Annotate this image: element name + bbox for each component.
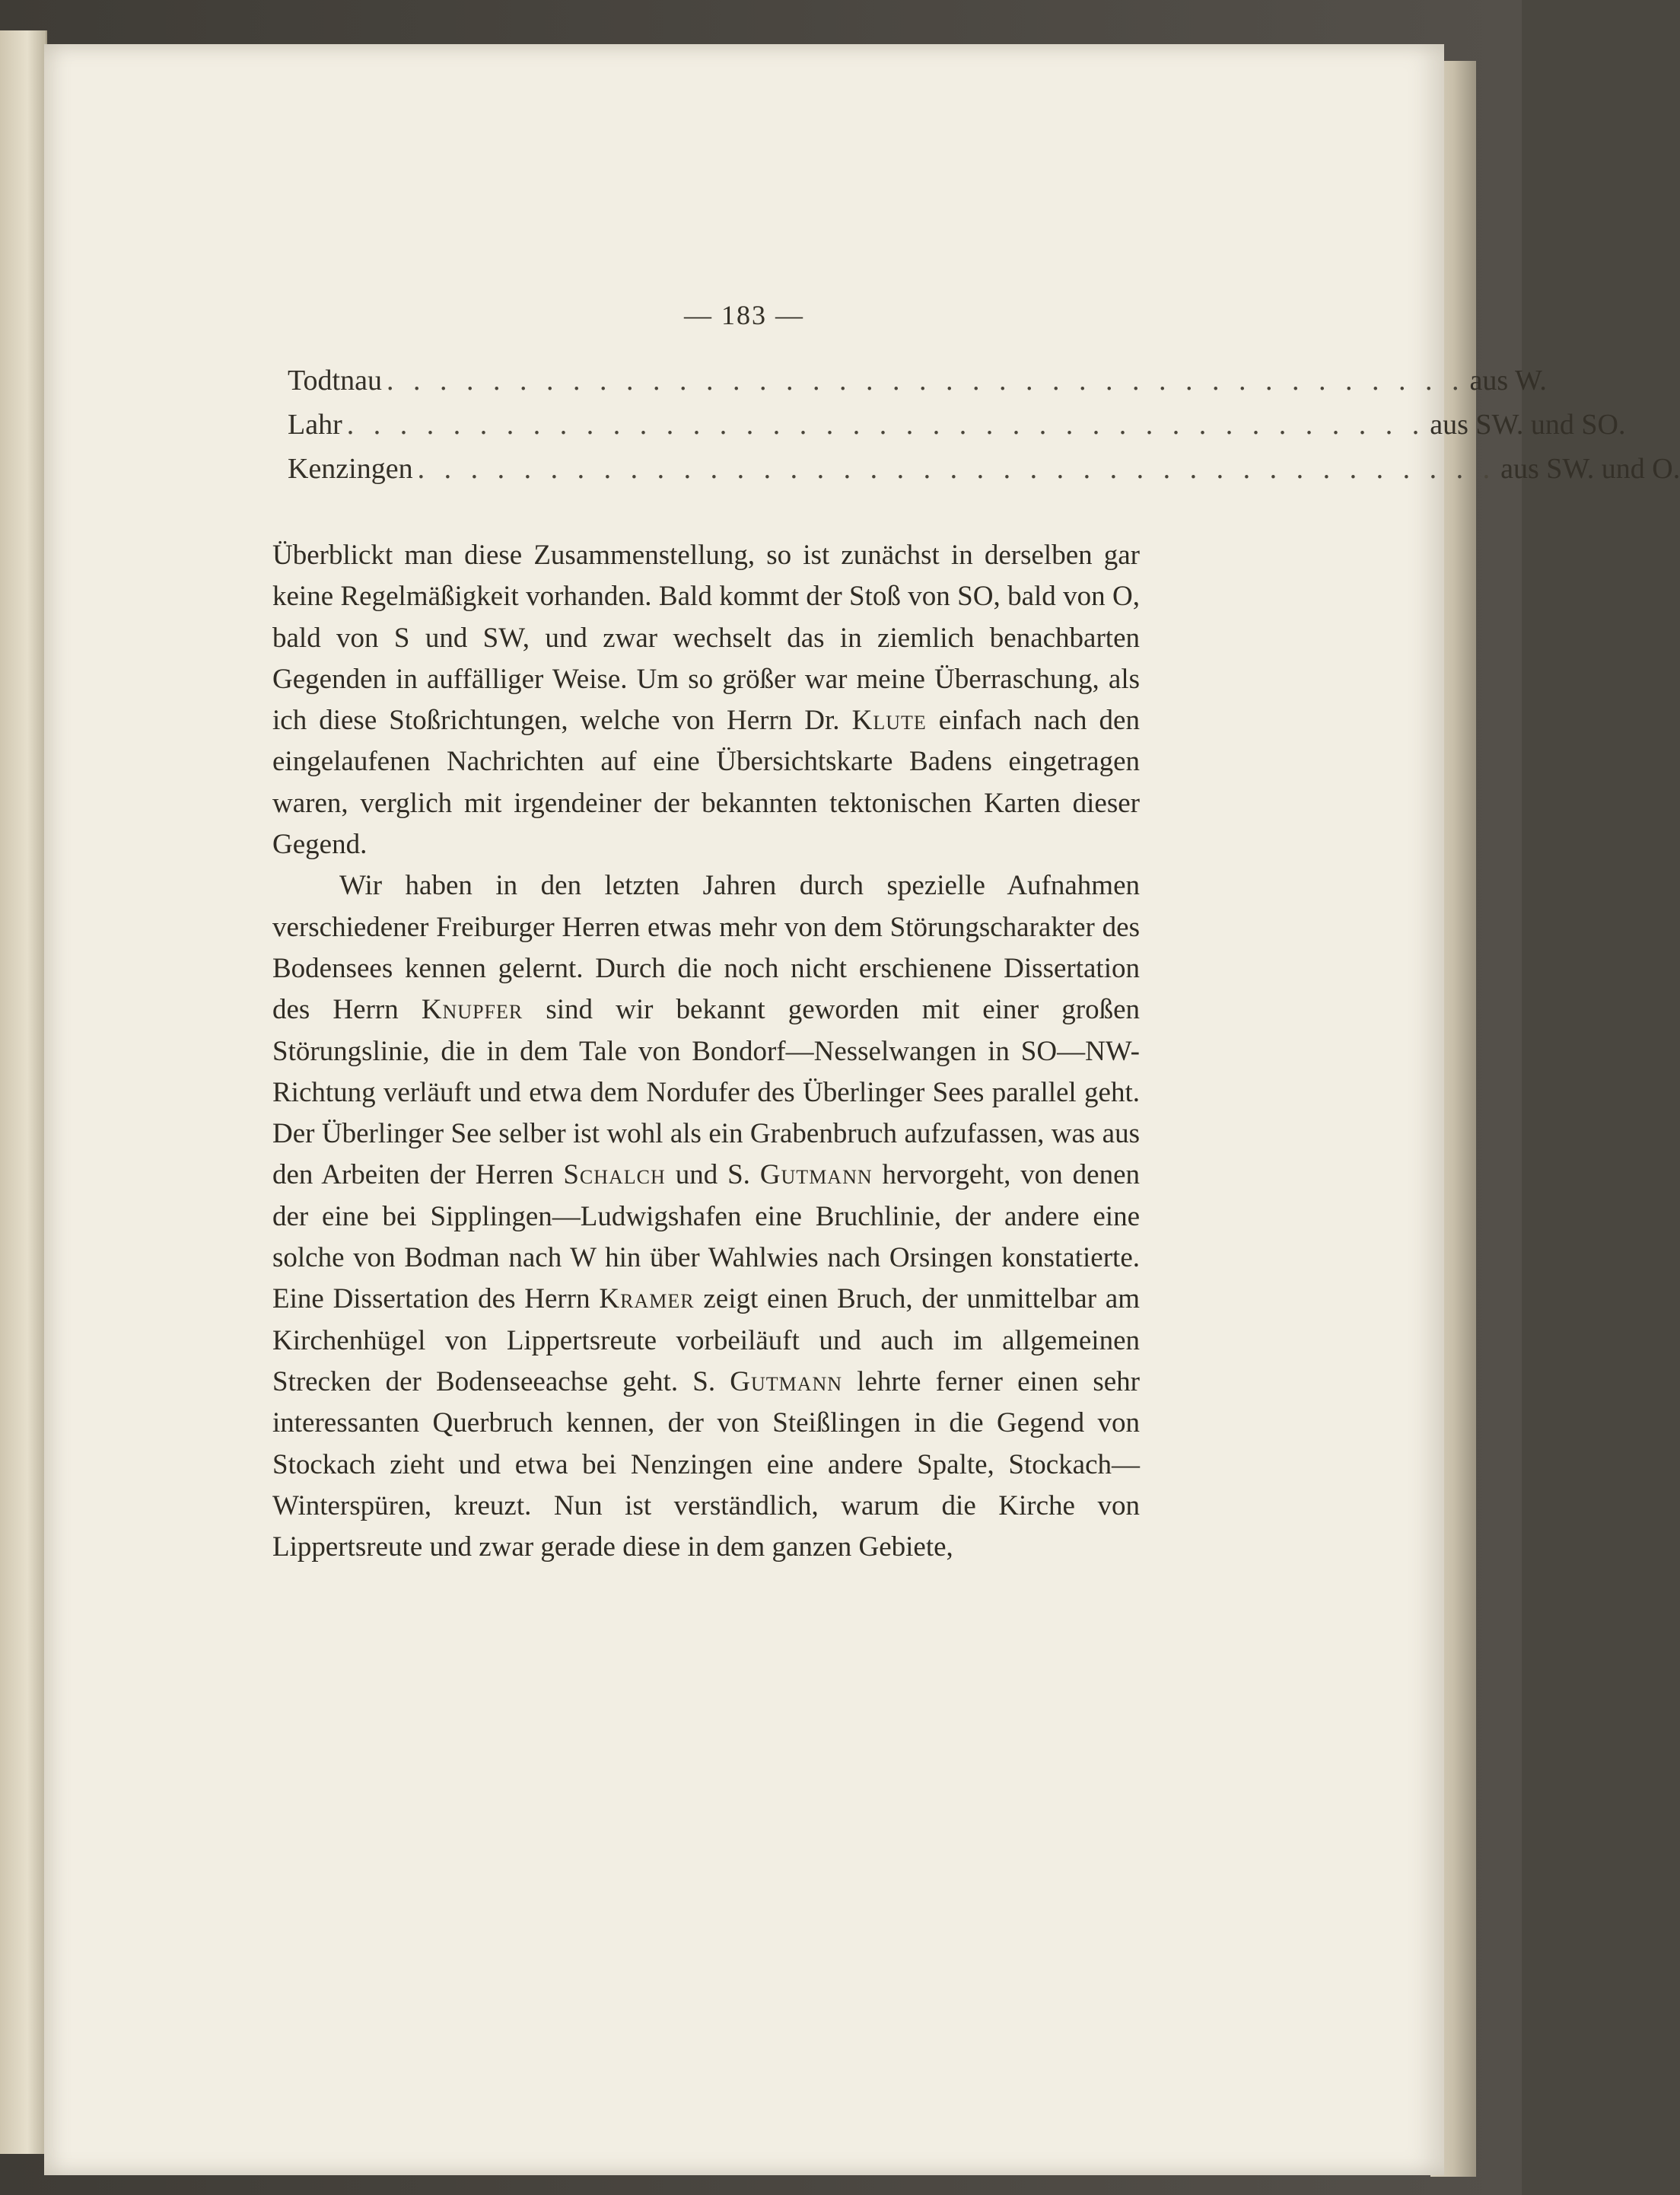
facing-page-edge [0, 30, 47, 2154]
author-name: Gutmann [759, 1159, 873, 1191]
page-number: — 183 — [684, 300, 804, 330]
text-run: zeigt einen Bruch, der unmittelbar am Kirchenhügel von Lippertsreute vorbeiläuft und auch im allgemeinen Strecken der Bodenseeachse geht. S. [272, 1283, 1140, 1397]
leader-dots: . . . . . . . . . . . . . . . . . . . . . . . . . . . . . . . . . . . . . . . . . [346, 409, 1426, 441]
author-name: Gutmann [730, 1365, 843, 1397]
author-name: Knupfer [421, 994, 523, 1026]
paragraph-2 [272, 865, 1140, 1568]
station-name: Todtnau [288, 365, 382, 397]
book-page [44, 44, 1680, 2175]
list-item [288, 452, 1680, 496]
station-name: Lahr [288, 409, 342, 441]
station-name: Kenzingen [288, 453, 413, 485]
leader-dots: . . . . . . . . . . . . . . . . . . . . . . . . . . . . . . . . . . . . . . . . . [386, 365, 1465, 397]
station-direction: aus W. [1469, 365, 1547, 397]
author-name: Klute [851, 705, 927, 737]
station-direction: aus SW. und SO. [1430, 409, 1626, 441]
list-item [288, 408, 1626, 452]
station-direction-list [288, 364, 1680, 496]
text-run: sind wir bekannt geworden mit einer großen Störungslinie, die in dem Tale von Bondorf—Nesselwangen in SO—NW-Richtung verläuft und etwa dem Nordufer des Überlinger Sees parallel geht. Der Überlinger See selber ist wohl als ein Grabenbruch aufzufassen, was aus den Arbeiten der Herren [272, 994, 1140, 1191]
author-name: Schalch [563, 1159, 666, 1191]
text-run: lehrte ferner einen sehr interessanten Querbruch kennen, der von Steißlingen in die Gegend von Stockach zieht und etwa bei Nenzingen eine andere Spalte, Stockach—Winterspüren, kreuzt. Nun ist verständlich, warum die Kirche von Lippertsreute und zwar gerade diese in dem ganzen Gebiete, [272, 1365, 1140, 1563]
list-item [288, 364, 1547, 408]
text-run: und S. [665, 1159, 760, 1191]
station-direction: aus SW. und O. [1500, 453, 1680, 485]
text-run: Überblickt man diese Zusammenstellung, so ist zunächst in derselben gar keine Regelmäßigkeit vorhanden. Bald kommt der Stoß von SO, bald von O, bald von S und SW, und zwar wechselt das in ziemlich benachbarten Gegenden in auffälliger Weise. Um so größer war meine Überraschung, als ich diese Stoßrichtungen, welche von Herrn Dr. [272, 540, 1140, 737]
author-name: Kramer [599, 1283, 695, 1315]
text-run: hervorgeht, von denen der eine bei Sipplingen—Ludwigshafen eine Bruchlinie, der andere eine solche von Bodman nach W hin über Wahlwies nach Orsingen konstatierte. Eine Dissertation des Herrn [272, 1159, 1140, 1315]
text-run: einfach nach den eingelaufenen Nachrichten auf eine Übersichtskarte Badens eingetragen waren, verglich mit irgendeiner der bekannten tektonischen Karten dieser Gegend. [272, 705, 1140, 861]
leader-dots: . . . . . . . . . . . . . . . . . . . . . . . . . . . . . . . . . . . . . . . . . [417, 453, 1497, 485]
body-text [272, 535, 1140, 1568]
paragraph-1 [272, 535, 1140, 865]
text-run: Wir haben in den letzten Jahren durch spezielle Aufnahmen verschiedener Freiburger Herren etwas mehr von dem Störungscharakter des Bodensees kennen gelernt. Durch die noch nicht erschienene Dissertation des Herrn [272, 870, 1140, 1026]
